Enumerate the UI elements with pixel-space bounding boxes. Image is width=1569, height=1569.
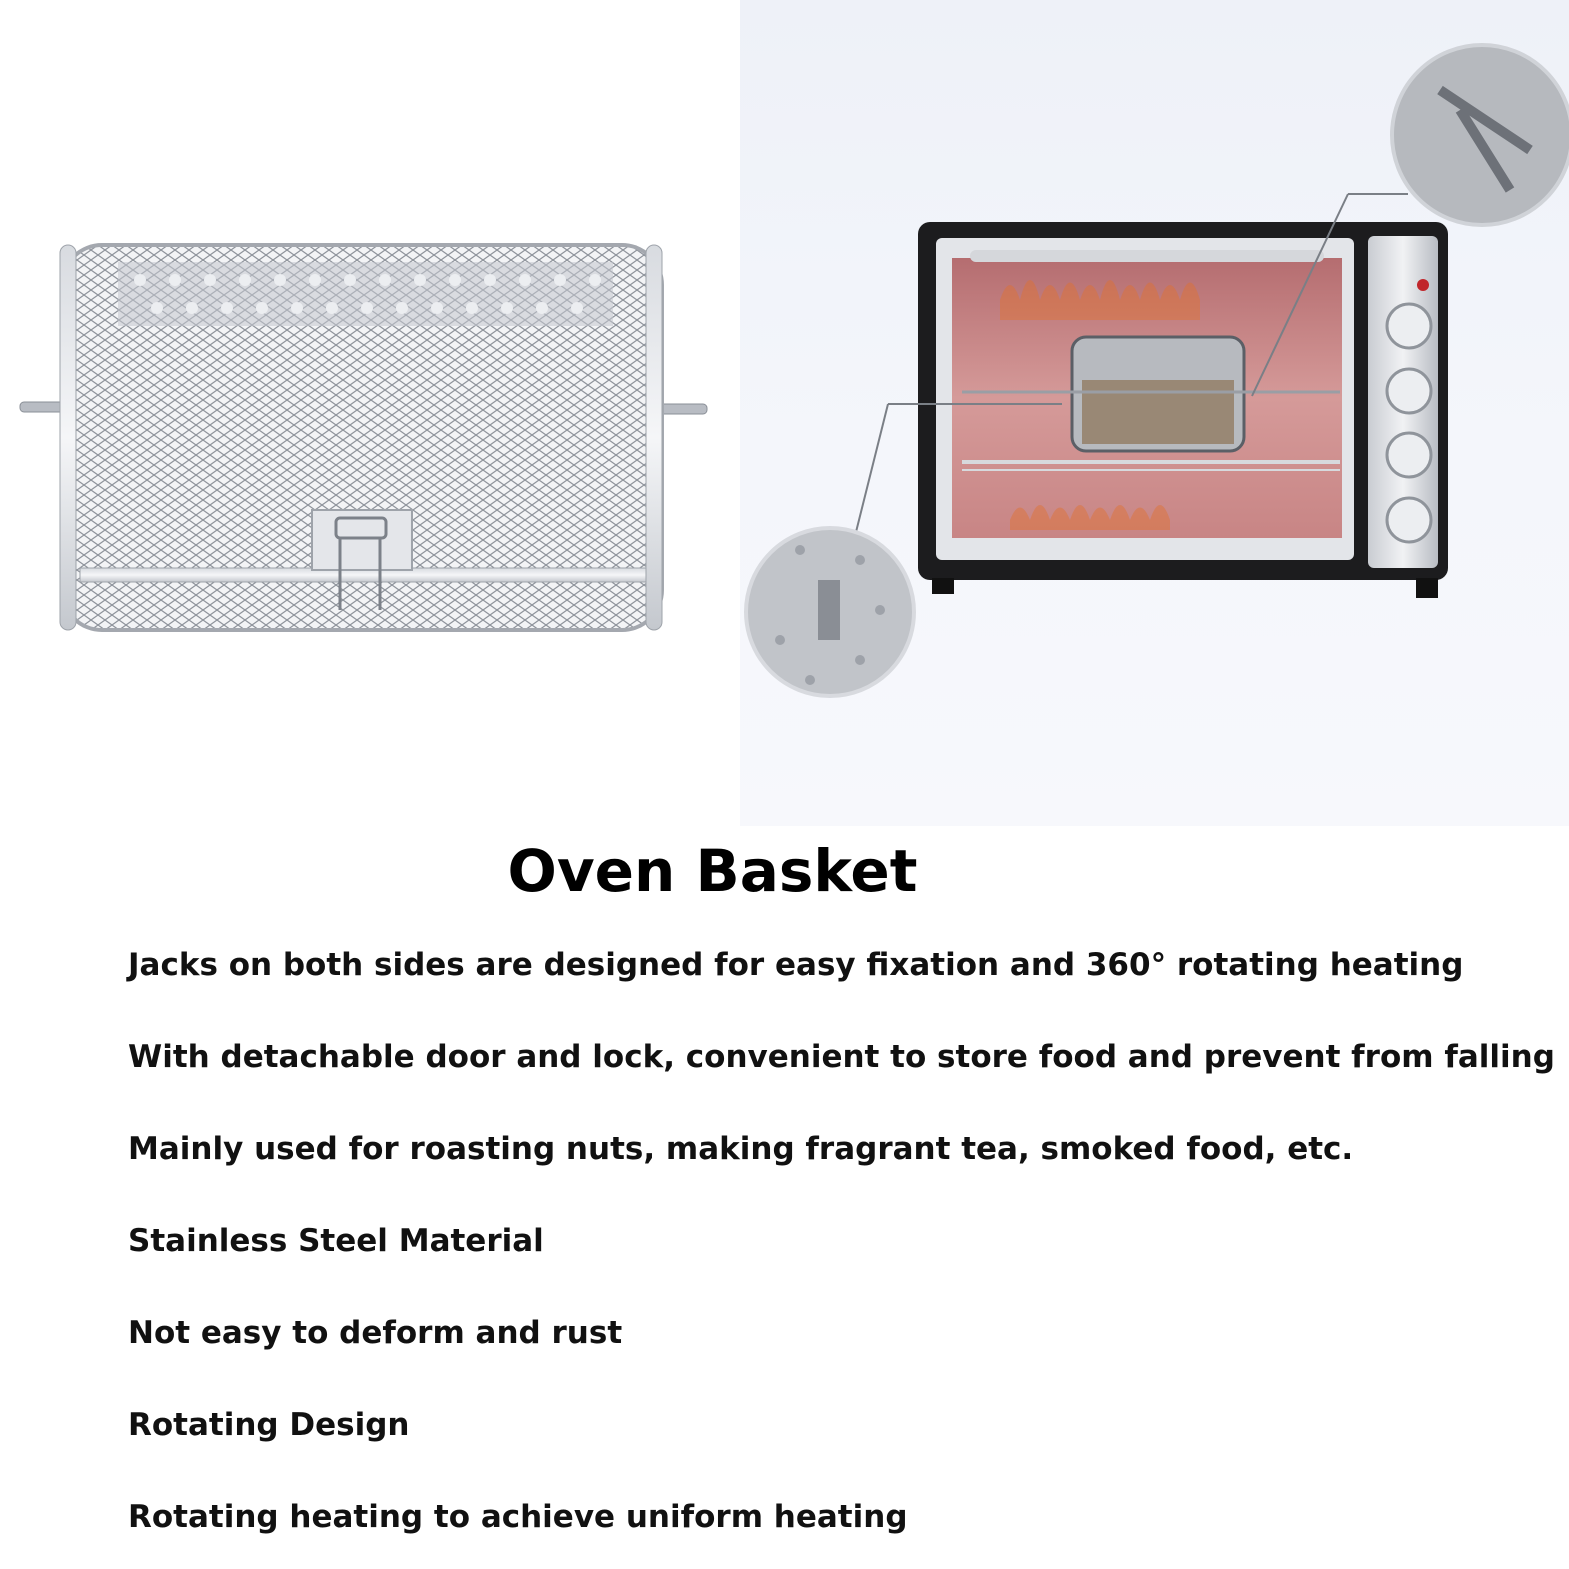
feature-line: Stainless Steel Material <box>128 1223 544 1259</box>
oven-illustration <box>740 0 1569 826</box>
basket-product-photo <box>0 0 740 826</box>
feature-line: Not easy to deform and rust <box>128 1315 623 1351</box>
feature-line: Rotating Design <box>128 1407 410 1443</box>
feature-line: Jacks on both sides are designed for easy fixation and 360° rotating heating <box>128 947 1464 983</box>
feature-line: Rotating heating to achieve uniform heating <box>128 1499 908 1535</box>
oven-usage-photo <box>740 0 1569 826</box>
mesh-basket-illustration <box>0 0 740 826</box>
feature-line: Mainly used for roasting nuts, making fragrant tea, smoked food, etc. <box>128 1131 1354 1167</box>
page-title: Oven Basket <box>507 837 918 905</box>
feature-line: With detachable door and lock, convenient to store food and prevent from falling <box>128 1039 1555 1075</box>
